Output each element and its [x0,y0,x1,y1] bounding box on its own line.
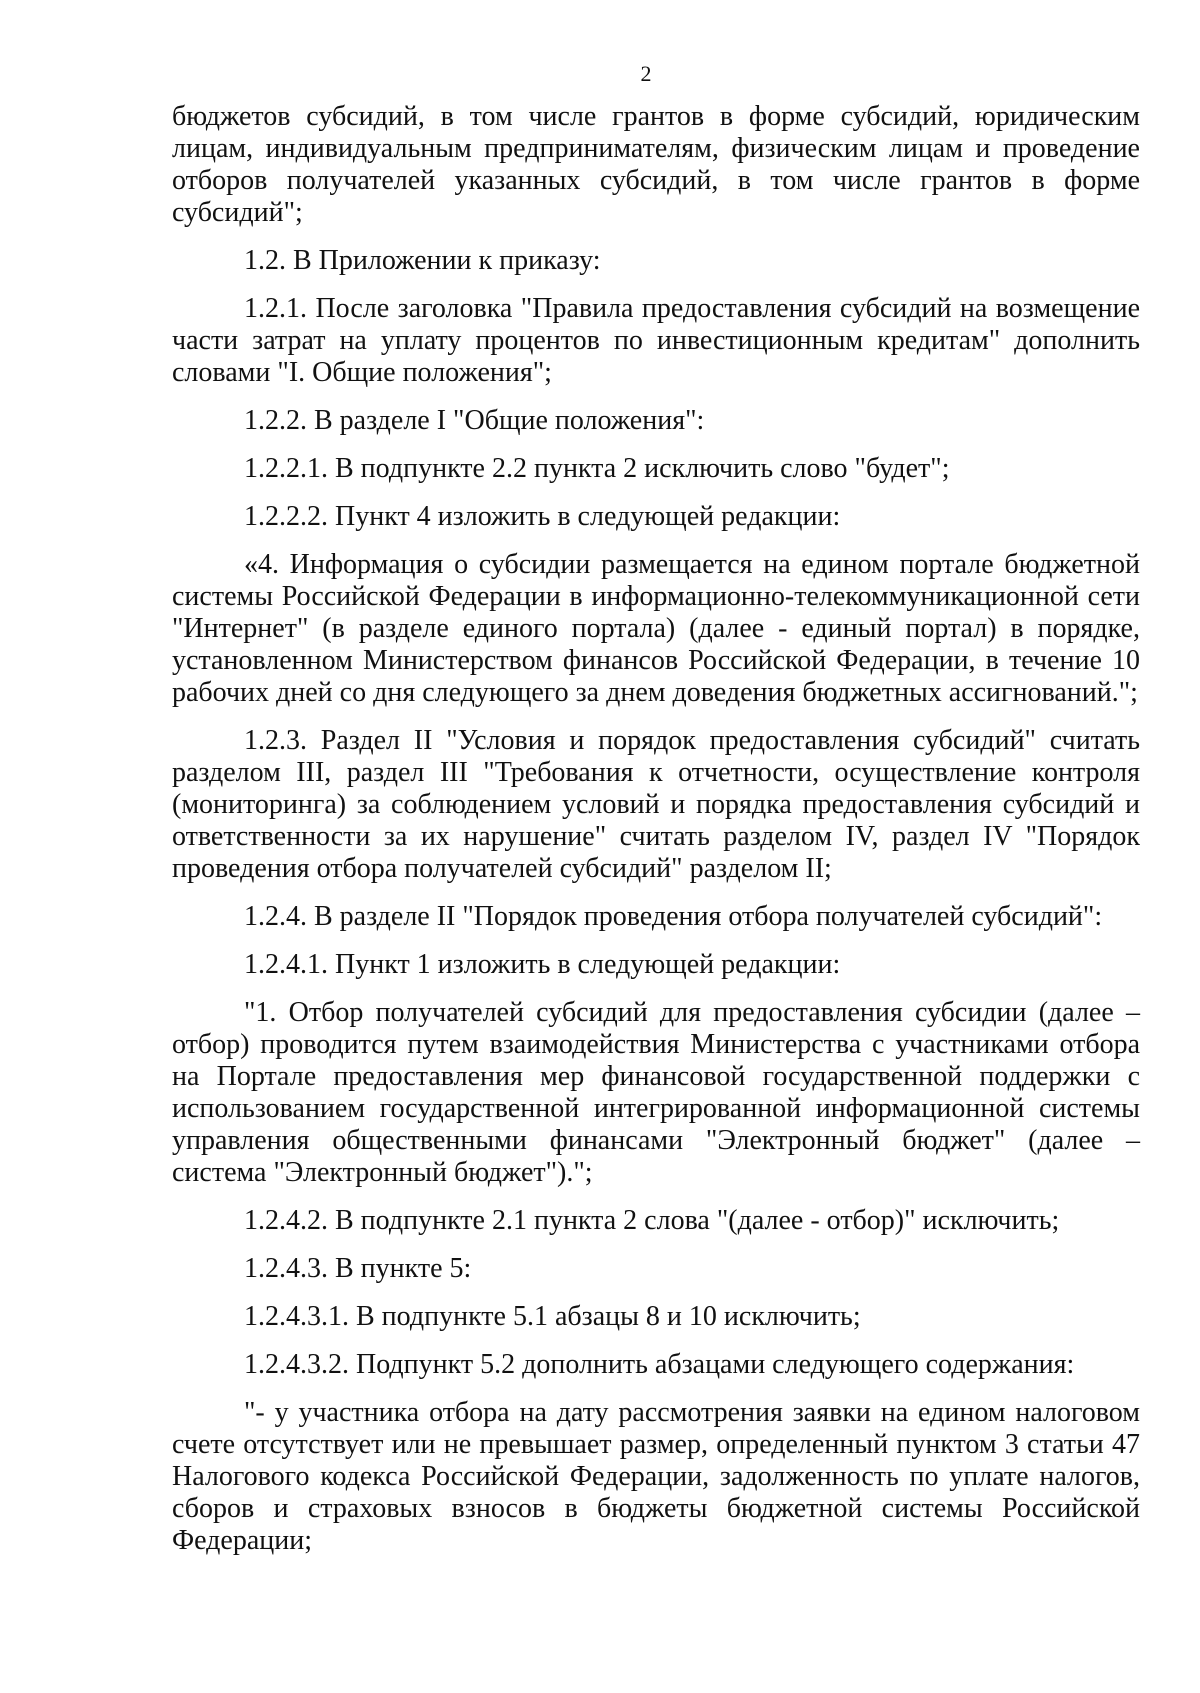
paragraph-point-1-text: "1. Отбор получателей субсидий для предоставления субсидии (далее – отбор) проводится путем взаимодействия Министерства с участниками отбора на Портале предоставления мер финансовой государственной поддержки с использованием государственной интегрированной информационной системы управления общественными финансами "Электронный бюджет" (далее – система "Электронный бюджет")."; [172,997,1140,1188]
paragraph-1-2-2-1: 1.2.2.1. В подпункте 2.2 пункта 2 исключить слово "будет"; [244,453,950,484]
paragraph-point-4-text: «4. Информация о субсидии размещается на едином портале бюджетной системы Российской Федерации в информационно-телекоммуникационной сети "Интернет" (в разделе единого портала) (далее - единый портал) в порядке, установленном Министерством финансов Российской Федерации, в течение 10 рабочих дней со дня следующего за днем доведения бюджетных ассигнований."; [172,549,1140,708]
paragraph-1-2-4-3: 1.2.4.3. В пункте 5: [244,1253,472,1284]
paragraph-1-2-4-3-2: 1.2.4.3.2. Подпункт 5.2 дополнить абзацами следующего содержания: [244,1349,1075,1380]
paragraph-1-2-1: 1.2.1. После заголовка "Правила предоставления субсидий на возмещение части затрат на уплату процентов по инвестиционным кредитам" дополнить словами "I. Общие положения"; [172,293,1140,388]
page-number: 2 [640,61,652,86]
paragraph-1-2-4-3-1: 1.2.4.3.1. В подпункте 5.1 абзацы 8 и 10 исключить; [244,1301,861,1332]
paragraph-1-2-2-2: 1.2.2.2. Пункт 4 изложить в следующей редакции: [244,501,841,532]
paragraph-additional-text: "- у участника отбора на дату рассмотрения заявки на едином налоговом счете отсутствует или не превышает размер, определенный пунктом 3 статьи 47 Налогового кодекса Российской Федерации, задолженность по уплате налогов, сборов и страховых взносов в бюджеты бюджетной системы Российской Федерации; [172,1397,1140,1556]
paragraph-1-2-3: 1.2.3. Раздел II "Условия и порядок предоставления субсидий" считать разделом III, раздел III "Требования к отчетности, осуществление контроля (мониторинга) за соблюдением условий и порядка предоставления субсидий и ответственности за их нарушение" считать разделом IV, раздел IV "Порядок проведения отбора получателей субсидий" разделом II; [172,725,1140,884]
paragraph-1-2-2: 1.2.2. В разделе I "Общие положения": [244,405,705,436]
paragraph-1-2-4-1: 1.2.4.1. Пункт 1 изложить в следующей редакции: [244,949,841,980]
paragraph-1-2-4-2: 1.2.4.2. В подпункте 2.1 пункта 2 слова "(далее - отбор)" исключить; [244,1205,1060,1236]
paragraph-continuation: бюджетов субсидий, в том числе грантов в форме субсидий, юридическим лицам, индивидуальным предпринимателям, физическим лицам и проведение отборов получателей указанных субсидий, в том числе грантов в форме субсидий"; [172,101,1140,228]
paragraph-1-2-4: 1.2.4. В разделе II "Порядок проведения отбора получателей субсидий": [244,901,1103,932]
paragraph-1-2: 1.2. В Приложении к приказу: [244,245,601,276]
